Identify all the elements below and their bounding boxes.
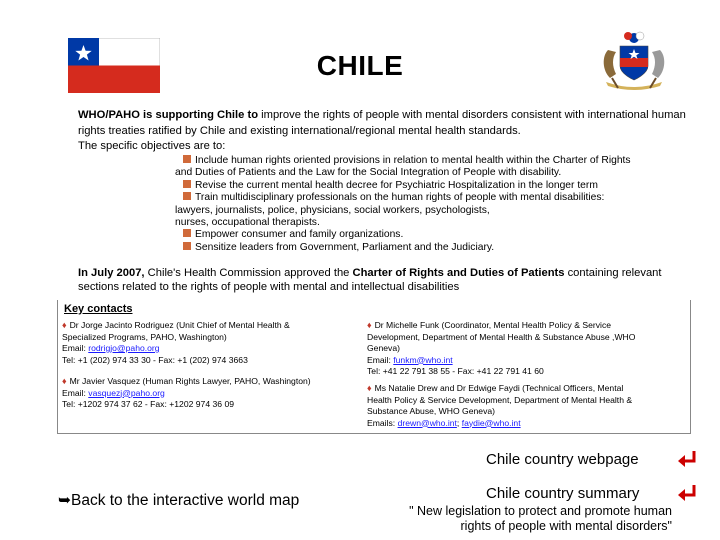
contact-drew-faydi bbox=[367, 383, 683, 429]
charter-name: Charter of Rights and Duties of Patients bbox=[352, 267, 565, 279]
email-label: Email: bbox=[62, 387, 89, 398]
contact-name: Mr Javier Vasquez (Human Rights Lawyer, PAHO, Washington) bbox=[69, 376, 311, 386]
objective-text: Include human rights oriented provisions in relation to mental health within the Charter of Rights bbox=[195, 155, 631, 166]
key-contacts-title: Key contacts bbox=[64, 303, 133, 315]
bullet-icon bbox=[183, 229, 191, 237]
objectives-heading: The specific objectives are to: bbox=[78, 140, 226, 152]
contact-role: Health Policy & Service Development, Department of Mental Health & bbox=[367, 394, 633, 405]
country-webpage-link[interactable]: Chile country webpage bbox=[486, 451, 639, 468]
intro-text: improve the rights of people with mental disorders consistent with international human rights treaties ratified by Chile and existing international/regional mental health standards. bbox=[78, 109, 686, 137]
bullet-icon bbox=[183, 242, 191, 250]
page-title: CHILE bbox=[316, 50, 404, 81]
back-to-map-link[interactable]: ➥Back to the interactive world map bbox=[58, 492, 300, 509]
objective-text: Sensitize leaders from Government, Parliament and the Judiciary. bbox=[195, 241, 495, 253]
email-link[interactable]: faydie@who.int bbox=[461, 417, 521, 428]
legislation-quote bbox=[372, 504, 672, 534]
email-label: Email: bbox=[62, 343, 89, 353]
list-item bbox=[183, 229, 693, 241]
contact-role: Geneva) bbox=[367, 343, 400, 353]
contact-marker-icon: ♦ bbox=[367, 383, 372, 393]
contact-marker-icon: ♦ bbox=[62, 376, 67, 386]
email-link[interactable]: funkm@who.int bbox=[393, 354, 453, 365]
objective-text: Revise the current mental health decree for Psychiatric Hospitalization in the longer term bbox=[195, 179, 598, 191]
chile-flag-icon bbox=[68, 38, 160, 93]
list-item bbox=[183, 242, 693, 254]
objectives-list bbox=[175, 155, 693, 254]
list-item bbox=[183, 155, 693, 167]
contact-funk bbox=[367, 320, 683, 378]
objective-text: Train multidisciplinary professionals on the human rights of people with mental disabilities: bbox=[195, 192, 605, 204]
contact-marker-icon: ♦ bbox=[367, 320, 372, 330]
july-paragraph bbox=[78, 266, 698, 294]
country-summary-link[interactable]: Chile country summary bbox=[486, 485, 640, 502]
contact-phone: Tel: +1202 974 37 62 - Fax: +1202 974 36 09 bbox=[62, 399, 235, 409]
email-label: Email: bbox=[367, 354, 394, 365]
objective-text: Empower consumer and family organizations. bbox=[195, 229, 404, 241]
july-text-rest: containing relevant sections related to the rights of people with mental and intellectual disabilities bbox=[78, 267, 662, 293]
list-item-continuation bbox=[175, 205, 505, 230]
contact-name: Dr Michelle Funk (Coordinator, Mental Health Policy & Service bbox=[374, 320, 612, 330]
contact-name: Ms Natalie Drew and Dr Edwige Faydi (Technical Officers, Mental bbox=[374, 383, 624, 393]
contact-marker-icon: ♦ bbox=[62, 320, 67, 330]
list-item bbox=[183, 180, 693, 192]
email-separator: ; bbox=[456, 417, 462, 428]
email-label: Emails: bbox=[367, 417, 398, 428]
contact-rodriguez bbox=[62, 320, 362, 366]
return-arrow-icon[interactable] bbox=[676, 484, 698, 502]
bullet-icon bbox=[183, 155, 191, 163]
intro-lead: WHO/PAHO is supporting Chile to bbox=[78, 109, 259, 121]
objective-text: lawyers, journalists, police, physicians, social workers, psychologists, nurses, occupational therapists. bbox=[175, 204, 490, 229]
contact-vasquez bbox=[62, 376, 362, 411]
quote-line: " New legislation to protect and promote human bbox=[409, 504, 672, 518]
email-link[interactable]: vasquezj@paho.org bbox=[88, 387, 165, 398]
intro-paragraph bbox=[78, 107, 698, 139]
list-item bbox=[183, 192, 693, 204]
july-text: Chile's Health Commission approved the bbox=[144, 267, 353, 279]
contact-name: Dr Jorge Jacinto Rodriguez (Unit Chief of Mental Health & bbox=[69, 320, 290, 330]
objective-text: and Duties of Patients and the Law for the Social Integration of People with disability. bbox=[175, 167, 562, 179]
contact-phone: Tel: +41 22 791 38 55 - Fax: +41 22 791 41 60 bbox=[367, 366, 544, 376]
contact-role: Specialized Programs, PAHO, Washington) bbox=[62, 331, 227, 342]
contact-phone: Tel: +1 (202) 974 33 30 - Fax: +1 (202) 974 3663 bbox=[62, 354, 248, 365]
email-link[interactable]: rodrigjo@paho.org bbox=[88, 343, 160, 353]
contact-role: Development, Department of Mental Health & Substance Abuse ,WHO bbox=[367, 331, 636, 342]
bullet-icon bbox=[183, 192, 191, 200]
contact-role: Substance Abuse, WHO Geneva) bbox=[367, 406, 496, 416]
return-arrow-icon[interactable] bbox=[676, 450, 698, 468]
email-link[interactable]: drewn@who.int bbox=[397, 417, 457, 428]
quote-line: rights of people with mental disorders" bbox=[460, 519, 672, 533]
list-item-continuation bbox=[175, 167, 693, 179]
bullet-icon bbox=[183, 180, 191, 188]
coat-of-arms-icon bbox=[598, 30, 670, 94]
july-lead: In July 2007, bbox=[78, 267, 145, 279]
